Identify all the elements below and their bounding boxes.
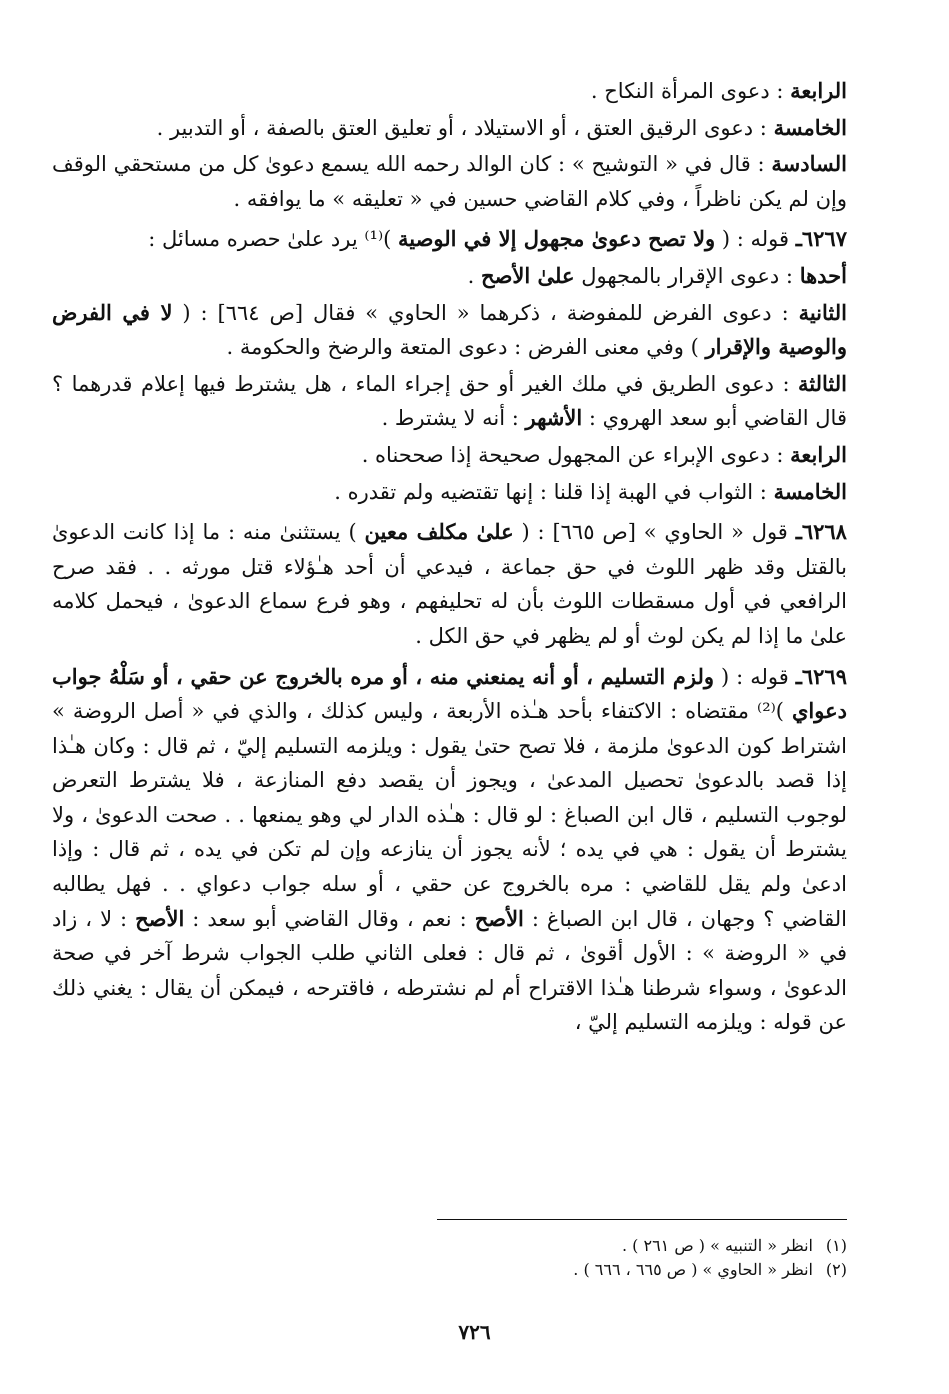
paragraph-text: : قال في « التوشيح » : كان الوالد رحمه الله يسمع دعوىٰ كل من مستحقي الوقف وإن لم يكن ناظراً ، وفي كلام القاضي حسين في « تعليقه » ما يوافقه . xyxy=(52,152,847,211)
paragraph-bold: ولزم التسليم ، أو أنه يمنعني منه ، أو مره بالخروج عن حقي ، أو سَلْهُ جواب دعواي xyxy=(52,663,847,724)
paragraph-lead: الثانية xyxy=(798,299,847,325)
paragraph-bold: الأصح xyxy=(135,905,185,931)
paragraph xyxy=(52,74,847,109)
paragraph-text: : دعوى المرأة النكاح . xyxy=(590,79,791,103)
paragraph-pre: : دعوى الطريق في ملك الغير أو حق إجراء الماء ، هل يشترط فيها إعلام قدرهما ؟ قال القاضي أبو سعد الهروي : xyxy=(52,371,847,431)
paragraph-text: )⁽¹⁾ يرد علىٰ حصره مسائل : xyxy=(148,227,398,252)
paragraph-text: : أنه لا يشترط . xyxy=(381,406,526,431)
footnote-text: انظر « التنبيه » ( ص ٢٦١ ) . xyxy=(621,1236,813,1255)
paragraph-text: : دعوى الإبراء عن المجهول صحيحة إذا صححناه . xyxy=(361,442,791,467)
paragraph-text: ) يستثنىٰ منه : ما إذا كانت الدعوىٰ بالقتل وقد ظهر اللوث في حق جماعة ، فيدعي أن أحد هـٰؤلاء قتل مورثه . . فقد صرح الرافعي في أول مسقطات اللوث بأن له تحليفهم ، وهو فرع سماع الدعوىٰ ، فيحمل كلامه علىٰ ما إذا لم يكن لوث أو لم يظهر في حق الكل . xyxy=(52,520,847,648)
paragraph-lead: الخامسة xyxy=(773,114,847,140)
paragraph-text: : نعم ، وقال القاضي أبو سعد : xyxy=(184,906,475,931)
paragraph-bold: ولا تصح دعوىٰ مجهول إلا في الوصية xyxy=(397,226,716,252)
paragraph-text: : دعوى الرقيق العتق ، أو الاستيلاد ، أو تعليق العتق بالصفة ، أو التدبير . xyxy=(156,115,774,140)
paragraph xyxy=(52,367,847,436)
paragraph-lead: ٦٢٦٩ـ xyxy=(795,663,847,689)
paragraph-text: ) وفي معنى الفرض : دعوى المتعة والرضخ والحكومة . xyxy=(226,335,706,360)
paragraph xyxy=(52,222,847,257)
paragraph-bold: علىٰ الأصح xyxy=(481,262,575,288)
paragraph-bold: علىٰ مكلف معين xyxy=(364,519,514,545)
paragraph-pre: قوله : ( xyxy=(715,227,796,252)
paragraph-lead: الرابعة xyxy=(790,78,847,103)
footnote-text: انظر « الحاوي » ( ص ٦٦٥ ، ٦٦٦ ) . xyxy=(573,1260,813,1279)
footnote xyxy=(147,1258,847,1282)
footnote xyxy=(147,1234,847,1258)
paragraph-pre: : دعوى الفرض للمفوضة ، ذكرهما « الحاوي » فقال [ص ٦٦٤] : ( xyxy=(172,300,799,325)
paragraph-lead: السادسة xyxy=(771,151,847,177)
paragraph-lead: الخامسة xyxy=(773,478,847,504)
paragraph-lead: الثالثة xyxy=(798,370,847,396)
paragraph-lead: ٦٢٦٨ـ xyxy=(795,519,847,545)
paragraph xyxy=(52,111,847,146)
footnotes xyxy=(147,1234,847,1282)
page-number: ٧٢٦ xyxy=(458,1320,491,1344)
paragraph-lead: ٦٢٦٧ـ xyxy=(795,226,847,252)
paragraph xyxy=(52,475,847,510)
paragraph xyxy=(52,438,847,473)
paragraph-tail: . xyxy=(467,263,482,288)
paragraph-text: : دعوى الإقرار بالمجهول xyxy=(574,263,800,288)
paragraph xyxy=(52,259,847,294)
paragraph-pre: قوله : ( xyxy=(714,664,796,689)
paragraph xyxy=(52,296,847,365)
paragraph xyxy=(52,660,847,1041)
footnote-number: (١) xyxy=(825,1236,847,1255)
paragraph xyxy=(52,515,847,653)
footnote-divider xyxy=(437,1219,847,1220)
body-text xyxy=(52,74,847,1040)
paragraph xyxy=(52,147,847,216)
paragraph-text: )⁽²⁾ مقتضاه : الاكتفاء بأحد هـٰذه الأربعة ، وليس كذلك ، والذي في « أصل الروضة » اشتراط كون الدعوىٰ ملزمة ، فلا تصح حتىٰ يقول : ويلزمه التسليم إليّ ، ثم قال : وكان هـٰذا إذا قصد بالدعوىٰ تحصيل المدعىٰ ، ويجوز أن يقصد دفع المنازعة ، فلا يشترط التعرض لوجوب التسليم ، قال ابن الصباغ : لو قال : هـٰذه الدار لي وهو يمنعها . . صحت الدعوىٰ ، ولا يشترط أن يقول : هي في يده ؛ لأنه يجوز أن ينازعه وإن لم تكن في يده ، ثم قال : وإذا ادعىٰ ولم يقل للقاضي : مره بالخروج عن حقي ، أو سله جواب دعواي . . فهل يطالبه القاضي ؟ وجهان ، قال ابن الصباغ : xyxy=(52,699,848,931)
paragraph-pre: قول « الحاوي » [ص ٦٦٥] : ( xyxy=(513,520,796,545)
footnote-number: (٢) xyxy=(825,1260,847,1279)
paragraph-lead: أحدها xyxy=(799,262,847,288)
paragraph-lead: الرابعة xyxy=(790,441,847,467)
paragraph-text: : الثواب في الهبة إذا قلنا : إنها تقتضيه ولم تقدره . xyxy=(334,479,774,504)
paragraph-bold: لا في الفرض والوصية والإقرار xyxy=(52,299,847,360)
paragraph-tail: : لا ، زاد في « الروضة » : الأول أقوىٰ ، ثم قال : فعلى الثاني طلب الجواب شرط آخر في صحة الدعوىٰ ، وسواء شرطنا هـٰذا الاقتراح أم لم نشترطه ، فاقترحه ، فيمكن أن يقال : يغني ذلك عن قوله : ويلزمه التسليم إليّ ، xyxy=(52,906,847,1035)
paragraph-bold: الأشهر xyxy=(525,405,583,431)
paragraph-bold: الأصح xyxy=(474,905,524,931)
